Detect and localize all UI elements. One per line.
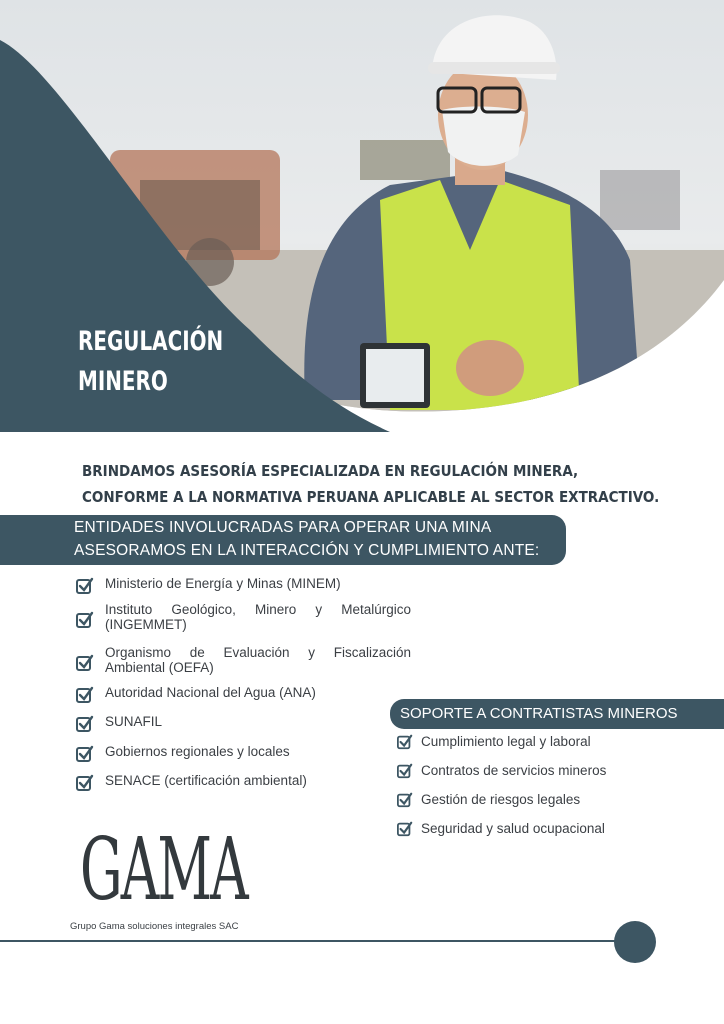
entity-label: Ministerio de Energía y Minas (MINEM) [105, 576, 341, 591]
checkbox-check-icon [76, 654, 94, 672]
entity-label: Gobiernos regionales y locales [105, 744, 290, 759]
list-item [76, 714, 416, 744]
hero-title [78, 322, 242, 402]
checkbox-check-icon [397, 792, 413, 808]
list-item [76, 576, 416, 604]
entity-label: Autoridad Nacional del Agua (ANA) [105, 685, 316, 700]
list-item [76, 744, 416, 773]
entities-header-line: ASESORAMOS EN LA INTERACCIÓN Y CUMPLIMIENTO ANTE: [74, 542, 540, 559]
support-item-label: Contratos de servicios mineros [421, 763, 607, 778]
support-header-band [390, 699, 724, 729]
list-item [397, 792, 717, 821]
checkbox-check-icon [76, 745, 94, 763]
intro-line: CONFORME A LA NORMATIVA PERUANA APLICABLE AL SECTOR EXTRACTIVO. [82, 488, 660, 506]
checkbox-check-icon [76, 686, 94, 704]
list-item [76, 773, 416, 801]
support-item-label: Cumplimiento legal y laboral [421, 734, 591, 749]
logo-subtitle: Grupo Gama soluciones integrales SAC [70, 921, 239, 932]
gama-logo: GAMA [80, 820, 247, 920]
footer-divider [0, 940, 630, 942]
list-item [397, 734, 717, 763]
list-item [76, 602, 416, 645]
entities-list [76, 574, 416, 801]
checkbox-check-icon [76, 774, 94, 792]
intro-line: BRINDAMOS ASESORÍA ESPECIALIZADA EN REGULACIÓN MINERA, [82, 462, 579, 480]
list-item [76, 645, 416, 685]
checkbox-check-icon [397, 821, 413, 837]
support-list [397, 734, 717, 850]
checkbox-check-icon [76, 715, 94, 733]
list-item [397, 821, 717, 850]
entity-label: SENACE (certificación ambiental) [105, 773, 307, 788]
hero-title-line: REGULACIÓN [78, 326, 224, 357]
hero-banner [0, 0, 724, 440]
hero-title-line: MINERO [78, 366, 168, 397]
entities-header-band [0, 515, 566, 565]
entity-label: SUNAFIL [105, 714, 163, 729]
list-item [76, 685, 416, 714]
support-title: SOPORTE A CONTRATISTAS MINEROS [400, 705, 678, 722]
checkbox-check-icon [76, 611, 94, 629]
checkbox-check-icon [76, 577, 94, 595]
footer-dot [614, 921, 656, 963]
checkbox-check-icon [397, 763, 413, 779]
entity-label: Instituto Geológico, Minero y Metalúrgico (INGEMMET) [105, 602, 411, 632]
list-item [397, 763, 717, 792]
support-item-label: Seguridad y salud ocupacional [421, 821, 605, 836]
intro-text [82, 458, 702, 510]
support-item-label: Gestión de riesgos legales [421, 792, 581, 807]
entities-header-line: ENTIDADES INVOLUCRADAS PARA OPERAR UNA MINA [74, 519, 492, 536]
entity-label: Organismo de Evaluación y Fiscalización Ambiental (OEFA) [105, 645, 411, 675]
checkbox-check-icon [397, 734, 413, 750]
